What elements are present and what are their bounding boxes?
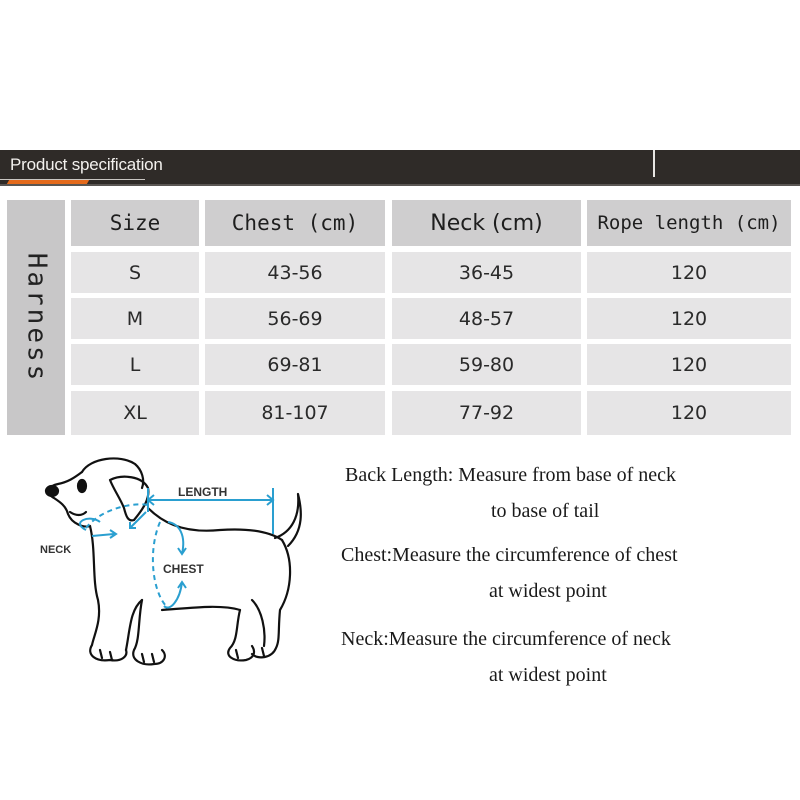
column-header-chest: Chest (cm) — [205, 200, 385, 246]
column-header-rope-length: Rope length (cm) — [587, 200, 791, 246]
back-length-instruction-cont: to base of tail — [491, 500, 600, 522]
chest-arrow-icon — [168, 522, 186, 554]
table-cell-size: L — [71, 344, 199, 385]
neck-label: NECK — [40, 544, 72, 556]
table-cell-chest: 56-69 — [205, 298, 385, 339]
measurement-lines — [80, 488, 273, 608]
chest-instruction-cont: at widest point — [489, 580, 607, 602]
table-cell-rope: 120 — [587, 391, 791, 435]
table-cell-neck: 59-80 — [392, 344, 581, 385]
banner-bottom-rule — [0, 184, 800, 186]
table-cell-size: M — [71, 298, 199, 339]
neck-arrow-icon — [92, 530, 116, 538]
table-cell-size: S — [71, 252, 199, 293]
size-table — [7, 200, 791, 435]
table-cell-chest: 81-107 — [205, 391, 385, 435]
dog-measurement-diagram — [30, 450, 330, 690]
column-header-size: Size — [71, 200, 199, 246]
back-length-instruction: Back Length: Measure from base of neck — [345, 464, 676, 486]
table-cell-neck: 36-45 — [392, 252, 581, 293]
table-cell-neck: 48-57 — [392, 298, 581, 339]
table-cell-rope: 120 — [587, 252, 791, 293]
chest-instruction: Chest:Measure the circumference of chest — [341, 544, 678, 566]
table-cell-size: XL — [71, 391, 199, 435]
banner-divider — [653, 150, 655, 177]
column-header-neck: Neck (cm) — [392, 200, 581, 246]
section-header-banner — [0, 150, 800, 185]
table-cell-rope: 120 — [587, 344, 791, 385]
length-label: LENGTH — [178, 485, 228, 499]
table-cell-neck: 77-92 — [392, 391, 581, 435]
table-cell-chest: 69-81 — [205, 344, 385, 385]
title-underline — [0, 179, 145, 180]
category-label: Harness — [21, 252, 52, 383]
table-cell-rope: 120 — [587, 298, 791, 339]
category-label-cell — [7, 200, 65, 435]
section-title: Product specification — [10, 155, 163, 174]
chest-label: CHEST — [163, 562, 204, 576]
table-cell-chest: 43-56 — [205, 252, 385, 293]
neck-instruction-cont: at widest point — [489, 664, 607, 686]
neck-instruction: Neck:Measure the circumference of neck — [341, 628, 671, 650]
